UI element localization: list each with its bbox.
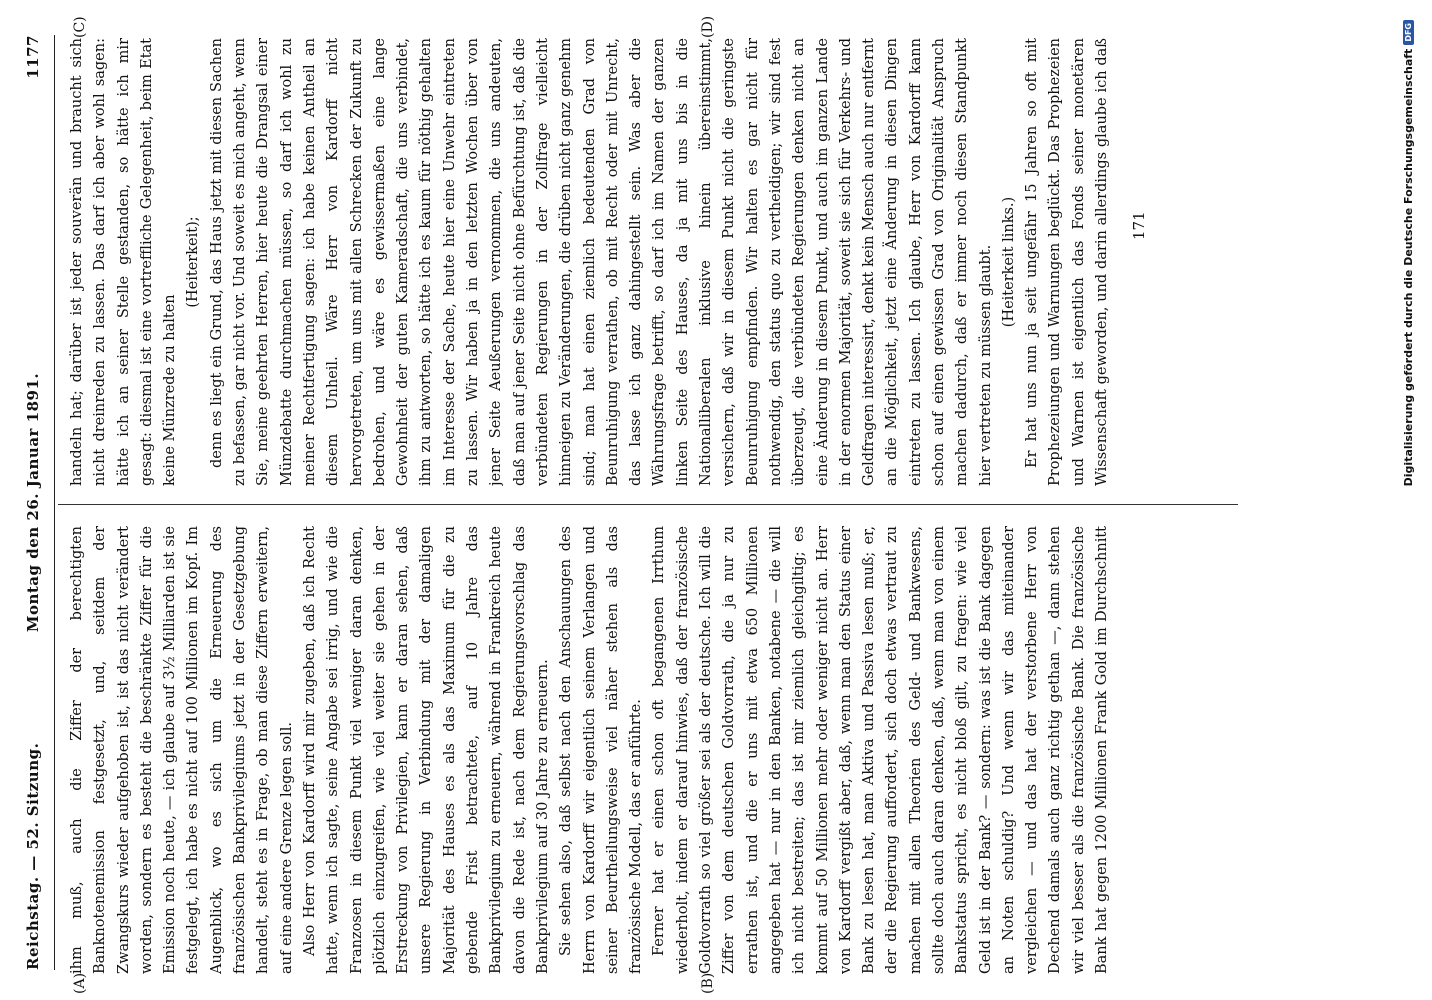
- paragraph: Er hat uns nun ja seit ungefähr 15 Jahren so oft mit Prophezeiungen und Warnungen beglückt. Das Prophezeien und Warnen ist eigentlich das Fonds seiner monetären Wissenschaft geworden, und darin allerdings glaube ich daß: [1024, 38, 1111, 486]
- margin-mark-d: (D): [700, 15, 716, 38]
- margin-mark-c: (C): [72, 16, 88, 38]
- paragraph: handeln hat; darüber ist jeder souverän und braucht sich nicht dreinreden zu lassen. Das darf ich aber wohl sagen: hätte ich an seiner Stelle gestanden, so hätte ich mir gesagt: diesmal ist eine vortreffliche Gelegenheit, beim Etat keine Münzrede zu halten: [69, 38, 179, 486]
- paragraph: Also Herr von Kardorff wird mir zugeben, daß ich Recht hatte, wenn ich sagte, seine Angabe sei irrig, und wie die Franzosen in diesem Punkt viel weniger daran denken, plötzlich einzugreifen, wie viel weiter sie gehen in der Erstreckung von Privilegien, kann er daran sehen, daß unsere Regierung in Verbindung mit der damaligen Majorität des Hauses es als das Maximum für die zu gebende Frist betrachtete, auf 10 Jahre das Bankprivilegium zu erneuern, während in Frankreich heute davon die Rede ist, nach dem Regierungsvorschlag das Bankprivilegium auf 30 Jahre zu erneuern.: [301, 526, 551, 974]
- margin-mark-b: (B): [700, 972, 716, 994]
- digitization-text: Digitalisierung gefördert durch die Deutsche Forschungsgemeinschaft: [1401, 48, 1415, 487]
- column-divider: [58, 504, 1238, 505]
- paragraph: denn es liegt ein Grund, das Haus jetzt mit diesen Sachen zu befassen, gar nicht vor. Und soweit es mich angeht, wenn Sie, meine geehrten Herren, hier heute die Drangsal einer Münzdebatte durchmachen müssen, so darf ich wohl zu meiner Rechtfertigung sagen: ich habe keinen Antheil an diesem Unheil. Wäre Herr von Kardorff nicht hervorgetreten, um uns mit allen Schrecken der Zukunft zu bedrohen, und wäre es gewissermaßen eine lange Gewohnheit der guten Kameradschaft, die uns verbindet, ihm zu antworten, so hätte ich es kaum für nöthig gehalten im Interesse der Sache, heute hier eine Unwehr eintreten zu lassen. Wir haben ja in den letzten Wochen über von jener Seite Aeußerungen vernommen, die uns andeuten, daß man auf jener Seite nicht ohne Befürchtung ist, daß die verbündeten Regierungen in der Zollfrage vielleicht hinneigen zu Veränderungen, die drüben nicht ganz genehm sind; man hat einen ziemlich bedeutenden Grad von Beunruhigung verrathen, ob mit Recht oder mit Unrecht, das lasse ich ganz dahingestellt sein. Was aber die Währungsfrage betrifft, so darf ich im Namen der ganzen linken Seite des Hauses, da ja mit uns bis in die Nationalliberalen inklusive hinein übereinstimmt, versichern, daß wir in diesem Punkt nicht die geringste Beunruhigung empfinden. Wir halten es gar nicht für nothwendig, den status quo zu vertheidigen; wir sind fest überzeugt, die verbündeten Regierungen denken nicht an eine Änderung in diesem Punkt, und auch im ganzen Lande in der enormen Majorität, soweit sie sich für Verkehrs- und Geldfragen interessirt, denkt kein Mensch auch nur entfernt an die Möglichkeit, jetzt eine Änderung in diesen Dingen eintreten zu lassen. Ich glaube, Herr von Kardorff kann schon auf einen gewissen Grad von Originalität Anspruch machen dadurch, daß er immer noch diesen Standpunkt hier vertreten zu müssen glaubt.: [208, 38, 994, 486]
- interjection: (Heiterkeit links.): [1000, 196, 1017, 328]
- dfg-logo: DFG: [1403, 20, 1414, 45]
- header-page-number: 1177: [24, 35, 42, 79]
- text-column-right: [66, 38, 1116, 486]
- paragraph: Sie sehen also, daß selbst nach den Anschauungen des Herrn von Kardorff wir eigentlich seinem Verlangen und seiner Beurtheilungsweise viel näher stehen als das französische Modell, das er anführte.: [558, 526, 645, 974]
- interjection: (Heiterkeit);: [185, 216, 202, 308]
- paragraph: Ferner hat er einen schon oft begangenen Irrthum wiederholt, indem er darauf hinwies, daß der französische Goldvorrath so viel größer sei als der deutsche. Ich will die Ziffer von dem deutschen Goldvorrath, die ja nur zu errathen ist, und die er uns mit etwa 650 Millionen angegeben hat — nur in den Banken, notabene — die will ich nicht bestreiten; das ist mir ziemlich gleichgiltig; es kommt auf 50 Millionen mehr oder weniger nicht an. Herr von Kardorff vergißt aber, daß, wenn man den Status einer Bank zu lesen hat, man Aktiva und Passiva lesen muß; er, der die Regierung auffordert, sich doch etwas vertraut zu machen mit allen Theorien des Geld- und Bankwesens, sollte doch auch daran denken, daß, wenn man von einem Bankstatus spricht, es nicht bloß gilt, zu fragen: wie viel Geld ist in der Bank? — sondern: was ist die Bank dagegen an Noten schuldig? Und wenn wir das miteinander vergleichen — und das hat der verstorbene Herr von Dechend damals auch ganz richtig gethan —, dann stehen wir viel besser als die französische Bank. Die französische Bank hat gegen 1200 Millionen Frank Gold im Durchschnitt: [651, 526, 1111, 974]
- header-session: Reichstag. — 52. Sitzung.: [24, 742, 42, 970]
- text-column-left: [66, 526, 1116, 974]
- digitization-credit: [1393, 20, 1423, 680]
- page-header: [14, 35, 55, 970]
- paragraph: ihm muß, auch die Ziffer der berechtigten Banknotenemission festgesetzt, und, seitdem der Zwangskurs wieder aufgehoben ist, ist das nicht verändert worden, sondern es besteht die beschränkte Ziffer für die Emission noch heute, — ich glaube auf 3½ Milliarden ist sie festgelegt, ich habe es nicht auf 100 Millionen im Kopf. Im Augenblick, wo es sich um die Erneuerung des französischen Bankprivilegiums jetzt in der Gesetzgebung handelt, steht es in Frage, ob man diese Ziffern erweitern, auf eine andere Grenze legen soll.: [69, 526, 295, 974]
- header-date: Montag den 26. Januar 1891.: [24, 372, 42, 633]
- margin-mark-a: (A): [72, 972, 88, 994]
- page-footer-number: 171: [1130, 211, 1148, 240]
